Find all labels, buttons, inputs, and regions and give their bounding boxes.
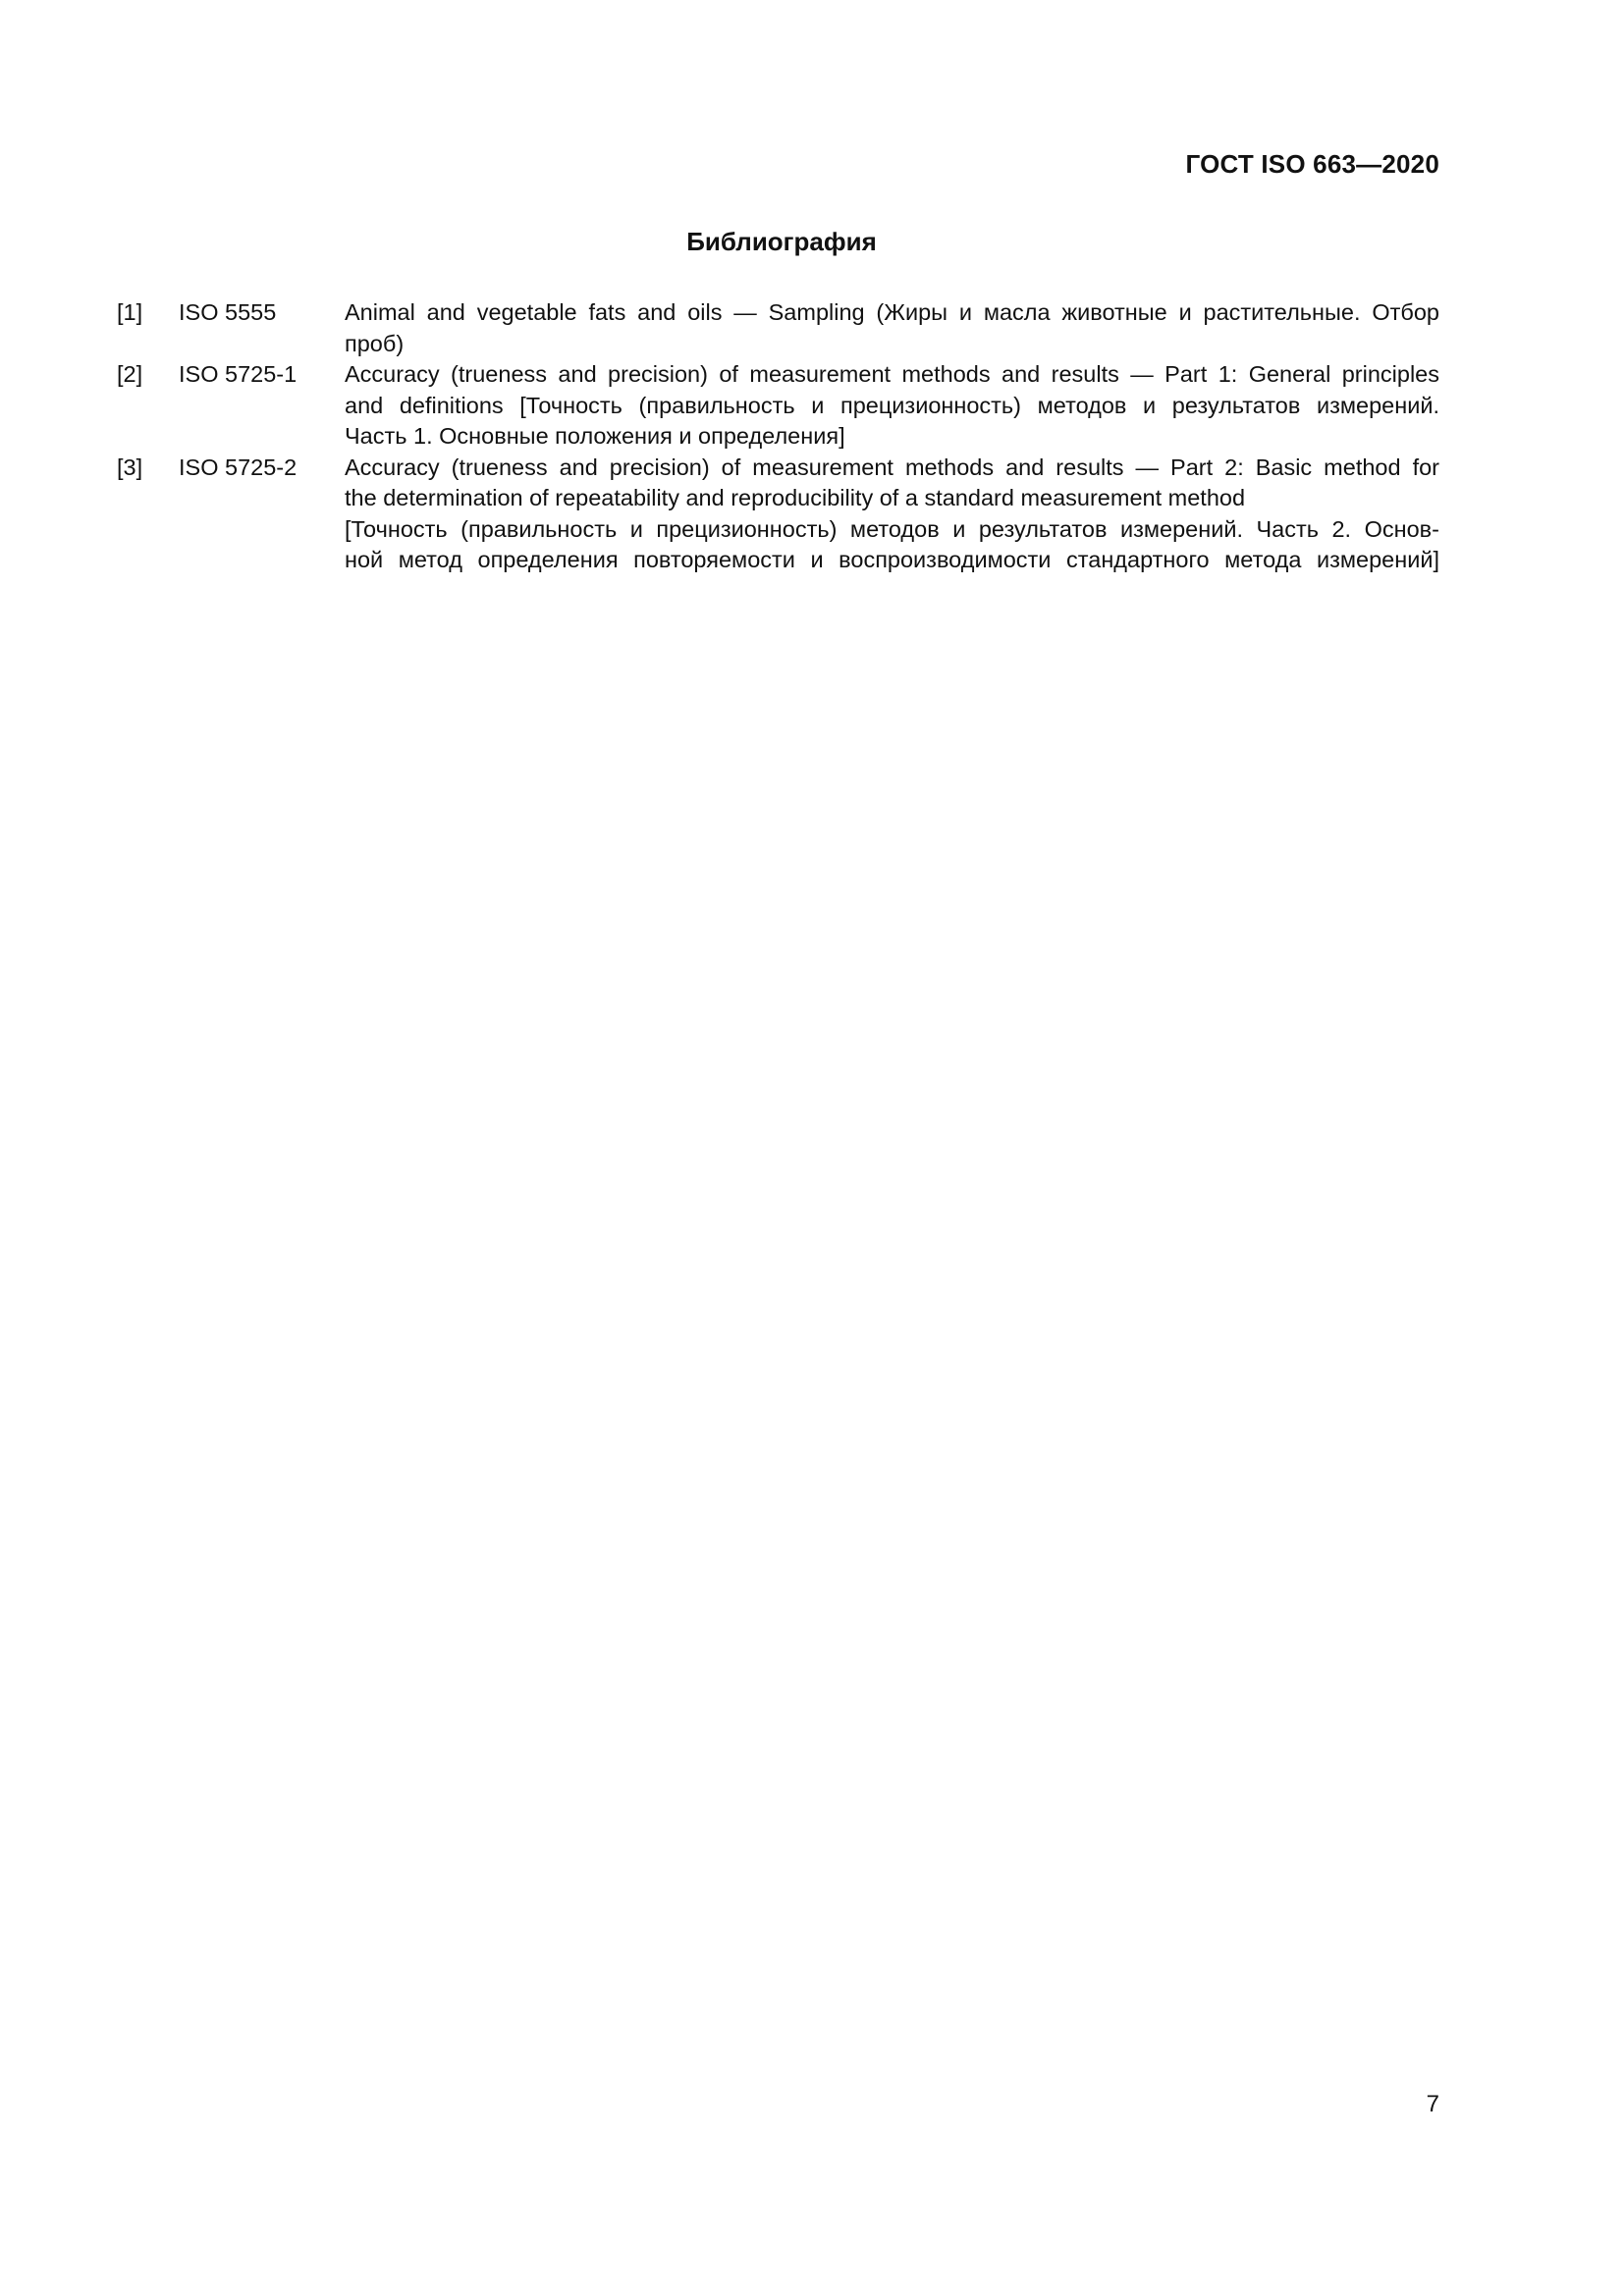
bibliography-title: Библиография — [686, 227, 877, 256]
entry-description-line: the determination of repeatability and reproducibility of a standard measurement method — [345, 485, 1246, 510]
entry-description-line: Часть 1. Основные положения и определения] — [345, 423, 845, 449]
bibliography-entry — [117, 297, 1439, 359]
entry-description-line: ной метод определения повторяемости и воспроизводимости стандартного метода измерений] — [345, 547, 1439, 572]
entry-description-line: Animal and vegetable fats and oils — Sampling (Жиры и масла животные и растительные. Отбор — [345, 299, 1439, 325]
entry-description — [345, 297, 1439, 359]
bibliography-list — [117, 297, 1439, 576]
document-code-header: ГОСТ ISO 663—2020 — [1185, 149, 1439, 179]
entry-standard-code: ISO 5555 — [179, 299, 277, 325]
entry-standard-code: ISO 5725-1 — [179, 361, 298, 387]
bibliography-entry — [117, 453, 1439, 576]
entry-number: [2] — [117, 361, 143, 387]
entry-description-line: Accuracy (trueness and precision) of measurement methods and results — Part 1: General principles — [345, 361, 1439, 387]
entry-standard-code: ISO 5725-2 — [179, 454, 298, 480]
entry-description — [345, 453, 1439, 576]
entry-description-line: [Точность (правильность и прецизионность) методов и результатов измерений. Часть 2. Основ- — [345, 515, 1439, 542]
page-number: 7 — [1426, 2091, 1439, 2117]
entry-description-line: Accuracy (trueness and precision) of measurement methods and results — Part 2: Basic method for — [345, 454, 1439, 480]
entry-description-line: and definitions [Точность (правильность и прецизионность) методов и результатов измерений. — [345, 392, 1439, 418]
entry-description-line: проб) — [345, 330, 405, 356]
entry-description — [345, 359, 1439, 453]
bibliography-entry — [117, 359, 1439, 453]
entry-number: [1] — [117, 299, 143, 325]
entry-number: [3] — [117, 454, 143, 480]
